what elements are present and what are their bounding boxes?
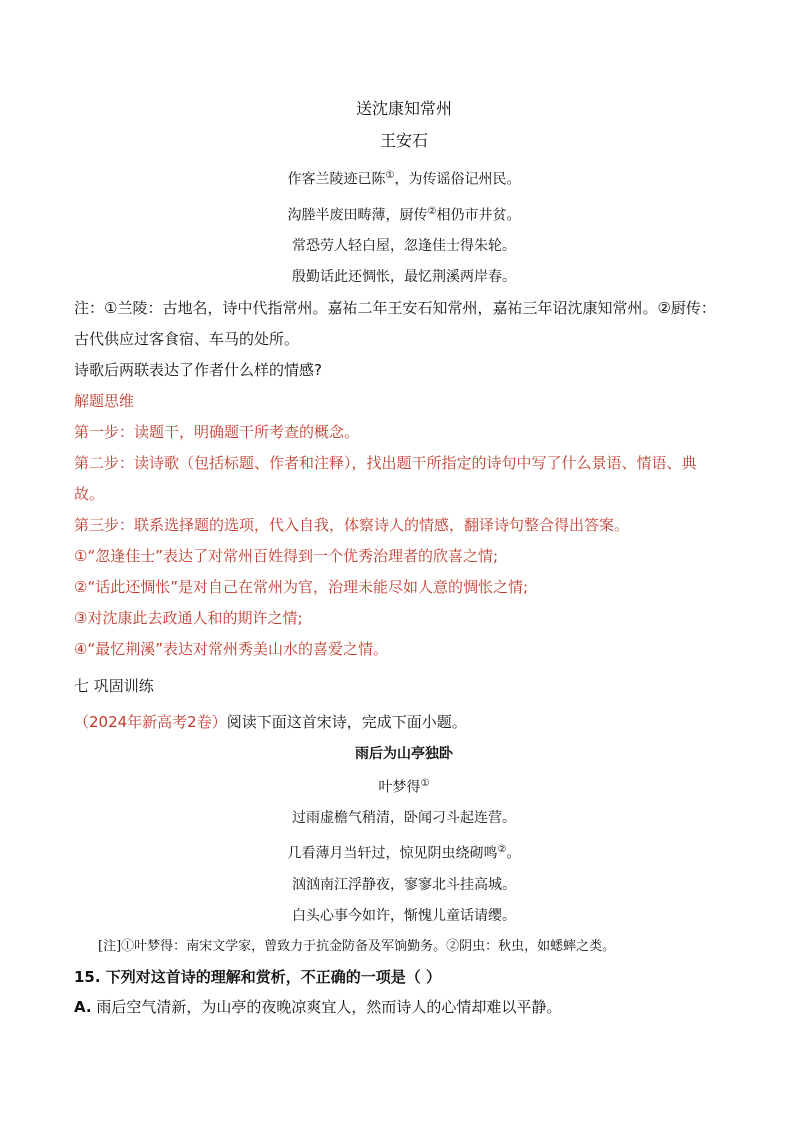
poem2-line-1: 过雨虚檐气稍清，卧闻刁斗起连营。 [292, 809, 516, 826]
poem2-line-4: 白头心事今如许，惭愧儿童话请缨。 [292, 907, 516, 924]
poem1-line-4: 殷勤话此还惆怅，最忆荆溪两岸春。 [292, 269, 516, 286]
poem2-title: 雨后为山亭独卧 [355, 746, 453, 763]
section-heading: 七 巩固训练 [74, 677, 154, 696]
question-text: 诗歌后两联表达了作者什么样的情感? [74, 361, 322, 380]
poem2-line-2: 几看薄月当轩过，惊见阴虫绕砌鸣②。 [287, 843, 521, 862]
footnote-marker: ② [427, 205, 437, 217]
poem1-note-line-1: 注：①兰陵：古地名，诗中代指常州。嘉祐二年王安石知常州，嘉祐三年诏沈康知常州。②厨传： [74, 299, 716, 318]
answer-item-3: ③对沈康此去政通人和的期许之情; [74, 609, 303, 628]
poem1-note-line-2: 古代供应过客食宿、车马的处所。 [74, 330, 300, 349]
analysis-step-1: 第一步：读题干，明确题干所考查的概念。 [74, 423, 360, 442]
poem2-author: 叶梦得① [378, 778, 430, 796]
footnote-marker: ① [420, 778, 430, 790]
poem1-line-2: 沟塍半废田畴薄，厨传②相仍市井贫。 [287, 205, 521, 224]
poem1-author: 王安石 [379, 131, 428, 150]
poem1-title: 送沈康知常州 [355, 99, 452, 118]
poem1-line-3: 常恐劳人轻白屋，忽逢佳士得朱轮。 [292, 238, 516, 255]
poem2-line-3: 汹汹南江浮静夜，寥寥北斗挂高城。 [292, 876, 516, 893]
footnote-marker: ② [497, 843, 507, 855]
answer-item-4: ④“最忆荆溪”表达对常州秀美山水的喜爱之情。 [74, 640, 388, 659]
answer-item-2: ②“话此还惆怅”是对自己在常州为官，治理未能尽如人意的惆怅之情; [74, 578, 529, 597]
answer-item-1: ①“忽逢佳士”表达了对常州百姓得到一个优秀治理者的欣喜之情; [74, 547, 499, 566]
analysis-step-2: 第二步：读诗歌（包括标题、作者和注释），找出题干所指定的诗句中写了什么景语、情语、典 [74, 454, 697, 473]
footnote-marker: ① [385, 170, 395, 181]
analysis-step-2-cont: 故。 [74, 485, 105, 504]
question-15-option-a: A. 雨后空气清新，为山亭的夜晚凉爽宜人，然而诗人的心情却难以平静。 [74, 997, 562, 1016]
analysis-step-3: 第三步：联系选择题的选项，代入自我，体察诗人的情感，翻译诗句整合得出答案。 [74, 516, 630, 535]
option-label: A. [74, 997, 92, 1016]
exercise-intro: （2024年新高考2卷）阅读下面这首宋诗，完成下面小题。 [74, 713, 467, 732]
poem2-note: [注]①叶梦得：南宋文学家，曾致力于抗金防备及军饷勤务。②阴虫：秋虫，如蟋蟀之类。 [98, 938, 616, 954]
exam-source: （2024年新高考2卷） [74, 713, 227, 732]
poem1-line-1: 作客兰陵迹已陈①，为传谣俗记州民。 [287, 170, 521, 188]
question-15-stem: 15. 下列对这首诗的理解和赏析，不正确的一项是（ ） [74, 967, 442, 986]
analysis-heading: 解题思维 [74, 392, 135, 411]
